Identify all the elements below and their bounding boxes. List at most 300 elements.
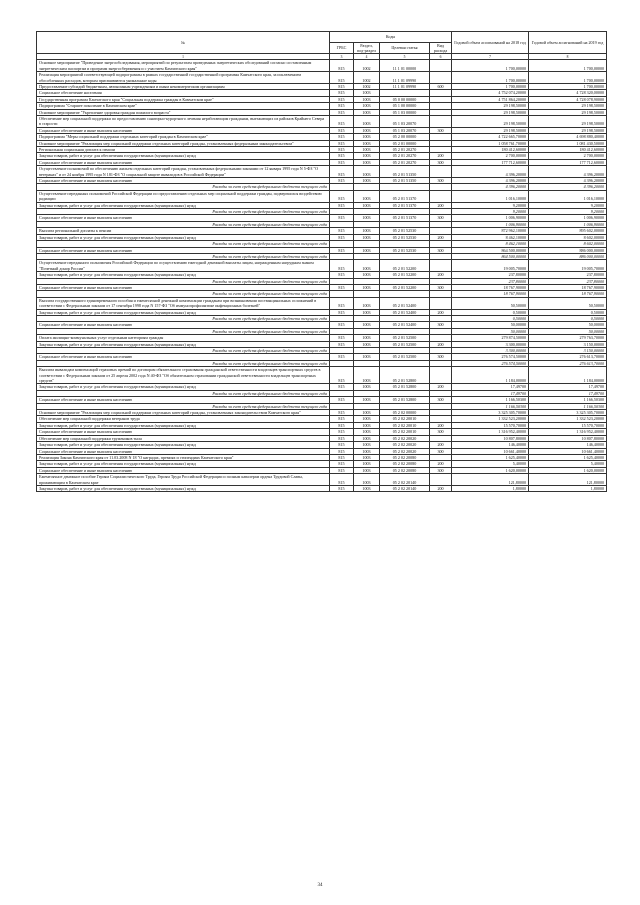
amount-2018-cell: 18 767,90000 (452, 284, 529, 290)
page-number: 34 (317, 883, 323, 888)
target-article-cell: 05 1 00 00000 (380, 103, 430, 109)
amount-2018-cell: 276 574,50000 (452, 360, 529, 366)
section-cell: 1003 (354, 284, 380, 290)
section-cell: 1003 (354, 442, 380, 448)
target-article-cell: 05 2 01 52530 (380, 228, 430, 234)
amount-2018-cell: 1 006,90000 (452, 215, 529, 221)
expense-type-cell: 600 (430, 83, 452, 89)
section-cell: 1003 (354, 234, 380, 240)
amount-2018-cell: 237,80000 (452, 272, 529, 278)
amount-2018-cell: 4 396,20000 (452, 166, 529, 178)
section-cell: 1002 (354, 83, 380, 89)
row-name-cell: Социальное обеспечение и иные выплаты населению (37, 448, 330, 454)
target-article-cell: 05 2 01 51370 (380, 190, 430, 202)
row-name-cell: Основное мероприятие "Проведение энергообследования, мероприятий по результатам проведенных энергетических обследований согласно составленным энергетическим паспортам и программ энергосбережения и с участием Камчатского края" (37, 60, 330, 72)
amount-2019-cell: 237,80000 (529, 278, 607, 284)
grbs-cell: 815 (330, 485, 354, 491)
amount-2019-cell: 18 767,90000 (529, 284, 607, 290)
expense-type-cell (430, 115, 452, 127)
row-name-cell: Социальное обеспечение и иные выплаты населению (37, 159, 330, 165)
grbs-cell: 815 (330, 367, 354, 384)
row-name-cell: Обеспечение мер социальной поддержки ветеранов труда (37, 416, 330, 422)
amount-2018-cell: 864 500,00000 (452, 253, 529, 259)
amount-2018-cell: 2 700,00000 (452, 153, 529, 159)
amount-2018-cell: 0,50000 (452, 309, 529, 315)
amount-2019-cell: 886 000,00000 (529, 247, 607, 253)
header-codes-group: Коды (330, 32, 452, 43)
grbs-cell: 815 (330, 153, 354, 159)
table-row (37, 72, 607, 84)
grbs-cell: 815 (330, 140, 354, 146)
grbs-cell: 815 (330, 127, 354, 133)
target-article-cell: 05 2 02 20080 (380, 461, 430, 467)
section-cell: 1003 (354, 147, 380, 153)
grbs-cell: 815 (330, 297, 354, 309)
target-article-cell: 05 2 02 20140 (380, 485, 430, 491)
amount-2019-cell: 1 700,00000 (529, 83, 607, 89)
amount-2018-cell: 1 016,10000 (452, 190, 529, 202)
amount-2019-cell: 18 767,90000 (529, 291, 607, 297)
amount-2018-cell: 3 300,00000 (452, 348, 529, 354)
row-name-cell: Закупка товаров, работ и услуг для обеспечения государственных (муниципальных) нужд (37, 341, 330, 347)
section-cell: 1003 (354, 140, 380, 146)
budget-table-sheet (36, 31, 606, 492)
section-cell: 1003 (354, 397, 380, 403)
amount-2018-cell: 19 005,70000 (452, 260, 529, 272)
amount-2019-cell: 5,40000 (529, 461, 607, 467)
table-row (37, 166, 607, 178)
row-name-cell: Подпрограмма "Старшее поколение в Камчатском крае" (37, 103, 330, 109)
amount-2018-cell: 1 700,00000 (452, 83, 529, 89)
target-article-cell: 05 2 01 51350 (380, 178, 430, 184)
amount-2018-cell: 237,80000 (452, 278, 529, 284)
amount-2019-cell: 8 602,00000 (529, 234, 607, 240)
section-cell: 1003 (354, 422, 380, 428)
index-cell: 8 (529, 54, 607, 60)
amount-2019-cell: 895 602,00000 (529, 228, 607, 234)
expense-type-cell (430, 297, 452, 309)
amount-2019-cell: 1 006,90000 (529, 215, 607, 221)
row-name-cell: Основное мероприятие "Реализация мер социальной поддержки отдельных категорий граждан, установленных федеральным законодательством" (37, 140, 330, 146)
row-name-cell: Расходы за счет средств федерального бюджета текущего года (37, 403, 330, 409)
grbs-cell: 815 (330, 284, 354, 290)
row-name-cell: Основное мероприятие "Укрепление здоровья граждан пожилого возраста" (37, 109, 330, 115)
target-article-cell: 05 0 00 00000 (380, 96, 430, 102)
amount-2018-cell: 15 570,70000 (452, 422, 529, 428)
amount-2018-cell: 8 462,10000 (452, 234, 529, 240)
grbs-cell: 815 (330, 467, 354, 473)
section-cell: 1003 (354, 297, 380, 309)
section-cell: 1003 (354, 153, 380, 159)
target-article-cell: 05 2 01 52800 (380, 367, 430, 384)
grbs-cell: 815 (330, 474, 354, 486)
table-row (37, 190, 607, 202)
row-name-cell: Расходы за счет средств федерального бюджета текущего года (37, 209, 330, 215)
grbs-cell: 815 (330, 103, 354, 109)
row-name-cell: Подпрограмма "Меры социальной поддержки отдельных категорий граждан в Камчатском крае" (37, 134, 330, 140)
row-name-cell: Закупка товаров, работ и услуг для обеспечения государственных (муниципальных) нужд (37, 461, 330, 467)
target-article-cell: 05 2 01 20270 (380, 147, 430, 153)
amount-2019-cell: 17,49700 (529, 390, 607, 396)
target-article-cell: 05 2 02 20020 (380, 442, 430, 448)
amount-2018-cell: 1 332 523,20000 (452, 416, 529, 422)
amount-2019-cell: 10 807,80000 (529, 435, 607, 441)
amount-2018-cell: 1,80000 (452, 485, 529, 491)
target-article-cell: 05 2 01 52530 (380, 247, 430, 253)
row-name-cell: Закупка товаров, работ и услуг для обеспечения государственных (муниципальных) нужд (37, 485, 330, 491)
target-article-cell: 05 2 01 20270 (380, 159, 430, 165)
target-article-cell: 05 2 02 20080 (380, 467, 430, 473)
table-row (37, 260, 607, 272)
expense-type-cell: 300 (430, 215, 452, 221)
row-name-cell: Закупка товаров, работ и услуг для обеспечения государственных (муниципальных) нужд (37, 422, 330, 428)
amount-2018-cell: 4 722 665,70000 (452, 134, 529, 140)
section-cell: 1003 (354, 166, 380, 178)
expense-type-cell: 200 (430, 442, 452, 448)
amount-2019-cell: 4 396,20000 (529, 184, 607, 190)
target-article-cell: 05 1 03 20070 (380, 127, 430, 133)
amount-2019-cell: 4 728 320,00000 (529, 90, 607, 96)
target-article-cell: 05 2 01 52200 (380, 284, 430, 290)
grbs-cell: 815 (330, 422, 354, 428)
budget-table (36, 31, 607, 492)
grbs-cell: 815 (330, 322, 354, 328)
section-cell: 1002 (354, 72, 380, 84)
grbs-cell: 815 (330, 354, 354, 360)
row-name-cell: Реализация Закона Камчатского края от 11.03.2008 N 18 "О наградах, премиях и стипендиях Камчатского края" (37, 454, 330, 460)
row-name-cell: Осуществление переданных полномочий Российской Федерации по предоставлению отдельных мер социальной поддержки граждан, подвергшихся воздействию радиации (37, 190, 330, 202)
grbs-cell: 815 (330, 429, 354, 435)
section-cell: 1003 (354, 159, 380, 165)
target-article-cell: 05 2 01 52800 (380, 397, 430, 403)
amount-2018-cell: 29 198,50000 (452, 127, 529, 133)
grbs-cell: 815 (330, 435, 354, 441)
row-name-cell: Социальное обеспечение и иные выплаты населению (37, 397, 330, 403)
table-row (37, 60, 607, 72)
index-cell: 6 (430, 54, 452, 60)
amount-2019-cell: 8 602,00000 (529, 241, 607, 247)
amount-2018-cell: 177 712,60000 (452, 159, 529, 165)
grbs-cell: 815 (330, 83, 354, 89)
target-article-cell: 05 2 01 51370 (380, 215, 430, 221)
amount-2018-cell: 17,49700 (452, 390, 529, 396)
amount-2019-cell: 15 570,70000 (529, 422, 607, 428)
target-article-cell: 05 2 01 52500 (380, 354, 430, 360)
expense-type-cell: 300 (430, 247, 452, 253)
amount-2018-cell: 3 325 305,70000 (452, 410, 529, 416)
grbs-cell: 815 (330, 190, 354, 202)
row-name-cell: Расходы за счет средств федерального бюджета текущего года (37, 253, 330, 259)
amount-2019-cell: 50,00000 (529, 322, 607, 328)
row-name-cell: Закупка товаров, работ и услуг для обеспечения государственных (муниципальных) нужд (37, 202, 330, 208)
expense-type-cell: 200 (430, 341, 452, 347)
target-article-cell: 05 2 02 20010 (380, 429, 430, 435)
expense-type-cell: 200 (430, 422, 452, 428)
amount-2018-cell: 180 412,60000 (452, 147, 529, 153)
section-cell: 1003 (354, 96, 380, 102)
amount-2019-cell: 146,40000 (529, 442, 607, 448)
section-cell: 1003 (354, 335, 380, 341)
section-cell: 1003 (354, 461, 380, 467)
section-cell: 1003 (354, 485, 380, 491)
row-name-cell: Выплата инвалидам компенсаций страховых премий по договорам обязательного страхования гражданской ответственности владельцев транспортных средств в соответствии с Федеральным законом от 25 апреля 2002 года N 40-ФЗ "Об обязательном страховании гражданской ответственности владельцев транспортных средств" (37, 367, 330, 384)
grbs-cell: 815 (330, 341, 354, 347)
amount-2019-cell: 17,49700 (529, 384, 607, 390)
row-name-cell: Предоставление субсидий бюджетным, автономным учреждениям и иным некоммерческим организациям (37, 83, 330, 89)
target-article-cell: 05 2 02 20020 (380, 435, 430, 441)
amount-2018-cell: 1 184,00000 (452, 367, 529, 384)
grbs-cell: 815 (330, 234, 354, 240)
target-article-cell: 11 1 01 00000 (380, 60, 430, 72)
amount-2018-cell: 121,80000 (452, 474, 529, 486)
amount-2019-cell: 4 396,20000 (529, 166, 607, 178)
header-target-article: Целевая статья (380, 42, 430, 54)
amount-2018-cell: 4 752 074,20000 (452, 90, 529, 96)
expense-type-cell: 300 (430, 429, 452, 435)
target-article-cell: 05 2 01 52400 (380, 309, 430, 315)
grbs-cell: 815 (330, 410, 354, 416)
section-cell: 1003 (354, 178, 380, 184)
section-cell: 1003 (354, 354, 380, 360)
row-name-cell: Государственная программа Камчатского края "Социальная поддержка граждан в Камчатском крае" (37, 96, 330, 102)
expense-type-cell: 200 (430, 384, 452, 390)
amount-2018-cell: 146,40000 (452, 442, 529, 448)
row-name-cell: Социальное обеспечение и иные выплаты населению (37, 284, 330, 290)
row-name-cell: Закупка товаров, работ и услуг для обеспечения государственных (муниципальных) нужд (37, 384, 330, 390)
row-name-cell: Закупка товаров, работ и услуг для обеспечения государственных (муниципальных) нужд (37, 442, 330, 448)
index-cell: 5 (380, 54, 430, 60)
target-article-cell: 05 2 02 20010 (380, 416, 430, 422)
section-cell: 1002 (354, 60, 380, 72)
section-cell: 1003 (354, 384, 380, 390)
row-name-cell: Региональная социальная доплата к пенсии (37, 147, 330, 153)
row-name-cell: Социальное обеспечение и иные выплаты населению (37, 215, 330, 221)
target-article-cell: 05 2 00 00000 (380, 134, 430, 140)
row-name-cell: Социальное обеспечение и иные выплаты населению (37, 429, 330, 435)
amount-2019-cell: 50,00000 (529, 328, 607, 334)
row-name-cell: Закупка товаров, работ и услуг для обеспечения государственных (муниципальных) нужд (37, 153, 330, 159)
expense-type-cell: 200 (430, 202, 452, 208)
grbs-cell: 815 (330, 442, 354, 448)
table-row (37, 115, 607, 127)
header-section: Раздел, под-раздел (354, 42, 380, 54)
amount-2018-cell: 1 166,50300 (452, 403, 529, 409)
amount-2019-cell: 2 700,00000 (529, 153, 607, 159)
grbs-cell: 815 (330, 178, 354, 184)
row-name-cell: Обеспечение мер социальной поддержки тружеников тыла (37, 435, 330, 441)
target-article-cell: 05 2 01 52200 (380, 272, 430, 278)
amount-2018-cell: 1 625,40000 (452, 454, 529, 460)
amount-2019-cell: 3 150,00000 (529, 348, 607, 354)
section-cell: 1003 (354, 410, 380, 416)
grbs-cell: 815 (330, 272, 354, 278)
amount-2019-cell: 1,80000 (529, 485, 607, 491)
amount-2019-cell: 4 728 078,90000 (529, 96, 607, 102)
amount-2019-cell: 29 198,50000 (529, 109, 607, 115)
grbs-cell: 815 (330, 228, 354, 234)
expense-type-cell: 300 (430, 159, 452, 165)
amount-2018-cell: 5,40000 (452, 461, 529, 467)
row-name-cell: Социальное обеспечение и иные выплаты населению (37, 467, 330, 473)
grbs-cell: 815 (330, 416, 354, 422)
table-body (37, 54, 607, 492)
amount-2018-cell: 50,00000 (452, 328, 529, 334)
amount-2019-cell: 4 698 880,40000 (529, 134, 607, 140)
target-article-cell: 05 2 02 20010 (380, 422, 430, 428)
grbs-cell: 815 (330, 96, 354, 102)
expense-type-cell (430, 367, 452, 384)
amount-2018-cell: 50,00000 (452, 322, 529, 328)
section-cell: 1003 (354, 448, 380, 454)
grbs-cell: 815 (330, 90, 354, 96)
amount-2019-cell: 1 700,00000 (529, 60, 607, 72)
table-row (37, 297, 607, 309)
amount-2019-cell: 29 198,50000 (529, 115, 607, 127)
section-cell: 1003 (354, 429, 380, 435)
amount-2018-cell: 1 700,00000 (452, 60, 529, 72)
amount-2018-cell: 1 700,00000 (452, 72, 529, 84)
expense-type-cell: 200 (430, 153, 452, 159)
target-article-cell: 11 1 01 09990 (380, 83, 430, 89)
expense-type-cell: 300 (430, 322, 452, 328)
amount-2019-cell: 9,20000 (529, 209, 607, 215)
target-article-cell: 05 2 01 51370 (380, 202, 430, 208)
grbs-cell: 815 (330, 335, 354, 341)
target-article-cell: 05 2 01 52500 (380, 341, 430, 347)
amount-2019-cell: 29 198,50000 (529, 127, 607, 133)
index-cell: 1 (37, 54, 330, 60)
amount-2019-cell: 121,80000 (529, 474, 607, 486)
section-cell: 1003 (354, 115, 380, 127)
index-cell: 7 (452, 54, 529, 60)
grbs-cell: 815 (330, 384, 354, 390)
row-name-cell: Осуществление переданного полномочия Российской Федерации по осуществлению ежегодной денежной выплаты лицам, награжденным нагрудным знаком "Почетный донор России" (37, 260, 330, 272)
amount-2018-cell: 10 661,40000 (452, 448, 529, 454)
amount-2019-cell: 1 332 523,20000 (529, 416, 607, 422)
expense-type-cell (430, 190, 452, 202)
row-name-cell: Расходы за счет средств федерального бюджета текущего года (37, 291, 330, 297)
row-name-cell: Закупка товаров, работ и услуг для обеспечения государственных (муниципальных) нужд (37, 272, 330, 278)
target-article-cell: 05 2 01 52500 (380, 335, 430, 341)
target-article-cell: 05 2 01 20270 (380, 153, 430, 159)
amount-2019-cell: 19 005,70000 (529, 260, 607, 272)
target-article-cell: 05 2 02 20020 (380, 448, 430, 454)
section-cell: 1003 (354, 190, 380, 202)
row-name-cell: Ежемесячное денежное пособие Героям Социалистического Труда, Героям Труда Российской Федерации и полным кавалерам ордена Трудовой Славы, проживающим в Камчатском крае (37, 474, 330, 486)
header-grbs: ГРБС (330, 42, 354, 54)
amount-2019-cell: 10 661,40000 (529, 448, 607, 454)
expense-type-cell (430, 166, 452, 178)
row-name-cell: Социальное обеспечение и иные выплаты населению (37, 354, 330, 360)
amount-2019-cell: 237,80000 (529, 272, 607, 278)
section-cell: 1003 (354, 247, 380, 253)
amount-2019-cell: 0,50000 (529, 315, 607, 321)
amount-2019-cell: 1 006,90000 (529, 221, 607, 227)
grbs-cell: 815 (330, 115, 354, 127)
target-article-cell: 05 2 01 52400 (380, 297, 430, 309)
expense-type-cell: 200 (430, 234, 452, 240)
section-cell: 1003 (354, 109, 380, 115)
table-row (37, 474, 607, 486)
row-name-cell: Социальное обеспечение и иные выплаты населению (37, 178, 330, 184)
section-cell: 1003 (354, 202, 380, 208)
section-cell: 1003 (354, 134, 380, 140)
amount-2018-cell: 276 574,50000 (452, 354, 529, 360)
amount-2019-cell: 1 316 952,40000 (529, 429, 607, 435)
section-cell: 1003 (354, 435, 380, 441)
amount-2019-cell: 3 325 305,70000 (529, 410, 607, 416)
amount-2019-cell: 50,50000 (529, 297, 607, 309)
row-name-cell: Закупка товаров, работ и услуг для обеспечения государственных (муниципальных) нужд (37, 309, 330, 315)
grbs-cell: 815 (330, 397, 354, 403)
row-name-cell: Основное мероприятие "Реализация мер социальной поддержки отдельных категорий граждан, установленных законодательством Камчатского края" (37, 410, 330, 416)
target-article-cell: 05 2 01 52530 (380, 234, 430, 240)
target-article-cell: 05 2 02 00000 (380, 410, 430, 416)
amount-2018-cell: 1 620,00000 (452, 467, 529, 473)
amount-2018-cell: 4 396,20000 (452, 178, 529, 184)
row-name-cell: Расходы за счет средств федерального бюджета текущего года (37, 360, 330, 366)
amount-2019-cell: 1 700,00000 (529, 72, 607, 84)
amount-2018-cell: 50,50000 (452, 297, 529, 309)
expense-type-cell (430, 474, 452, 486)
amount-2018-cell: 8 462,10000 (452, 241, 529, 247)
amount-2019-cell: 279 763,70000 (529, 335, 607, 341)
amount-2018-cell: 9,20000 (452, 202, 529, 208)
amount-2019-cell: 1 184,00000 (529, 367, 607, 384)
target-article-cell: 05 2 01 52200 (380, 260, 430, 272)
section-cell: 1003 (354, 90, 380, 96)
expense-type-cell: 300 (430, 284, 452, 290)
amount-2018-cell: 9,20000 (452, 209, 529, 215)
header-amount-2019: Годовой объем ассигнований на 2019 год (529, 32, 607, 54)
section-cell: 1003 (354, 322, 380, 328)
grbs-cell: 815 (330, 60, 354, 72)
section-cell: 1003 (354, 341, 380, 347)
target-article-cell: 05 2 01 52800 (380, 384, 430, 390)
amount-2019-cell: 276 613,70000 (529, 354, 607, 360)
target-article-cell: 05 1 03 20070 (380, 115, 430, 127)
row-name-cell: Выплата государственного единовременного пособия и ежемесячной денежной компенсации гражданам при возникновении поствакцинальных осложнений в соответствии с Федеральным законом от 17 сентября 1998 года N 157-ФЗ "Об иммунопрофилактике инфекционных болезней" (37, 297, 330, 309)
header-number: № (37, 32, 330, 54)
expense-type-cell (430, 60, 452, 72)
header-expense-type: Вид расхода (430, 42, 452, 54)
section-cell: 1003 (354, 127, 380, 133)
row-name-cell: Выплата региональной доплаты к пенсии (37, 228, 330, 234)
amount-2019-cell: 1 081 430,50000 (529, 140, 607, 146)
row-name-cell: Расходы за счет средств федерального бюджета текущего года (37, 315, 330, 321)
expense-type-cell: 300 (430, 127, 452, 133)
section-cell: 1003 (354, 309, 380, 315)
target-article-cell: 05 2 01 51350 (380, 166, 430, 178)
row-name-cell: Социальное обеспечение и иные выплаты населению (37, 247, 330, 253)
index-cell: 4 (354, 54, 380, 60)
row-name-cell: Расходы за счет средств федерального бюджета текущего года (37, 348, 330, 354)
row-name-cell: Социальное обеспечение населения (37, 90, 330, 96)
section-cell: 1003 (354, 228, 380, 234)
section-cell: 1003 (354, 474, 380, 486)
amount-2018-cell: 872 962,10000 (452, 228, 529, 234)
expense-type-cell: 200 (430, 461, 452, 467)
amount-2018-cell: 1 316 952,40000 (452, 429, 529, 435)
section-cell: 1003 (354, 103, 380, 109)
amount-2018-cell: 4 751 864,20000 (452, 96, 529, 102)
amount-2018-cell: 1 058 761,70000 (452, 140, 529, 146)
row-name-cell: Реализация мероприятий соответствующей подпрограммы в рамках государственной государственной программы Камчатского края, за исключением обособленных расходов, которым присваиваются уникальные коды (37, 72, 330, 84)
table-header (37, 32, 607, 54)
grbs-cell: 815 (330, 202, 354, 208)
amount-2019-cell: 1 166,50300 (529, 397, 607, 403)
expense-type-cell: 300 (430, 354, 452, 360)
